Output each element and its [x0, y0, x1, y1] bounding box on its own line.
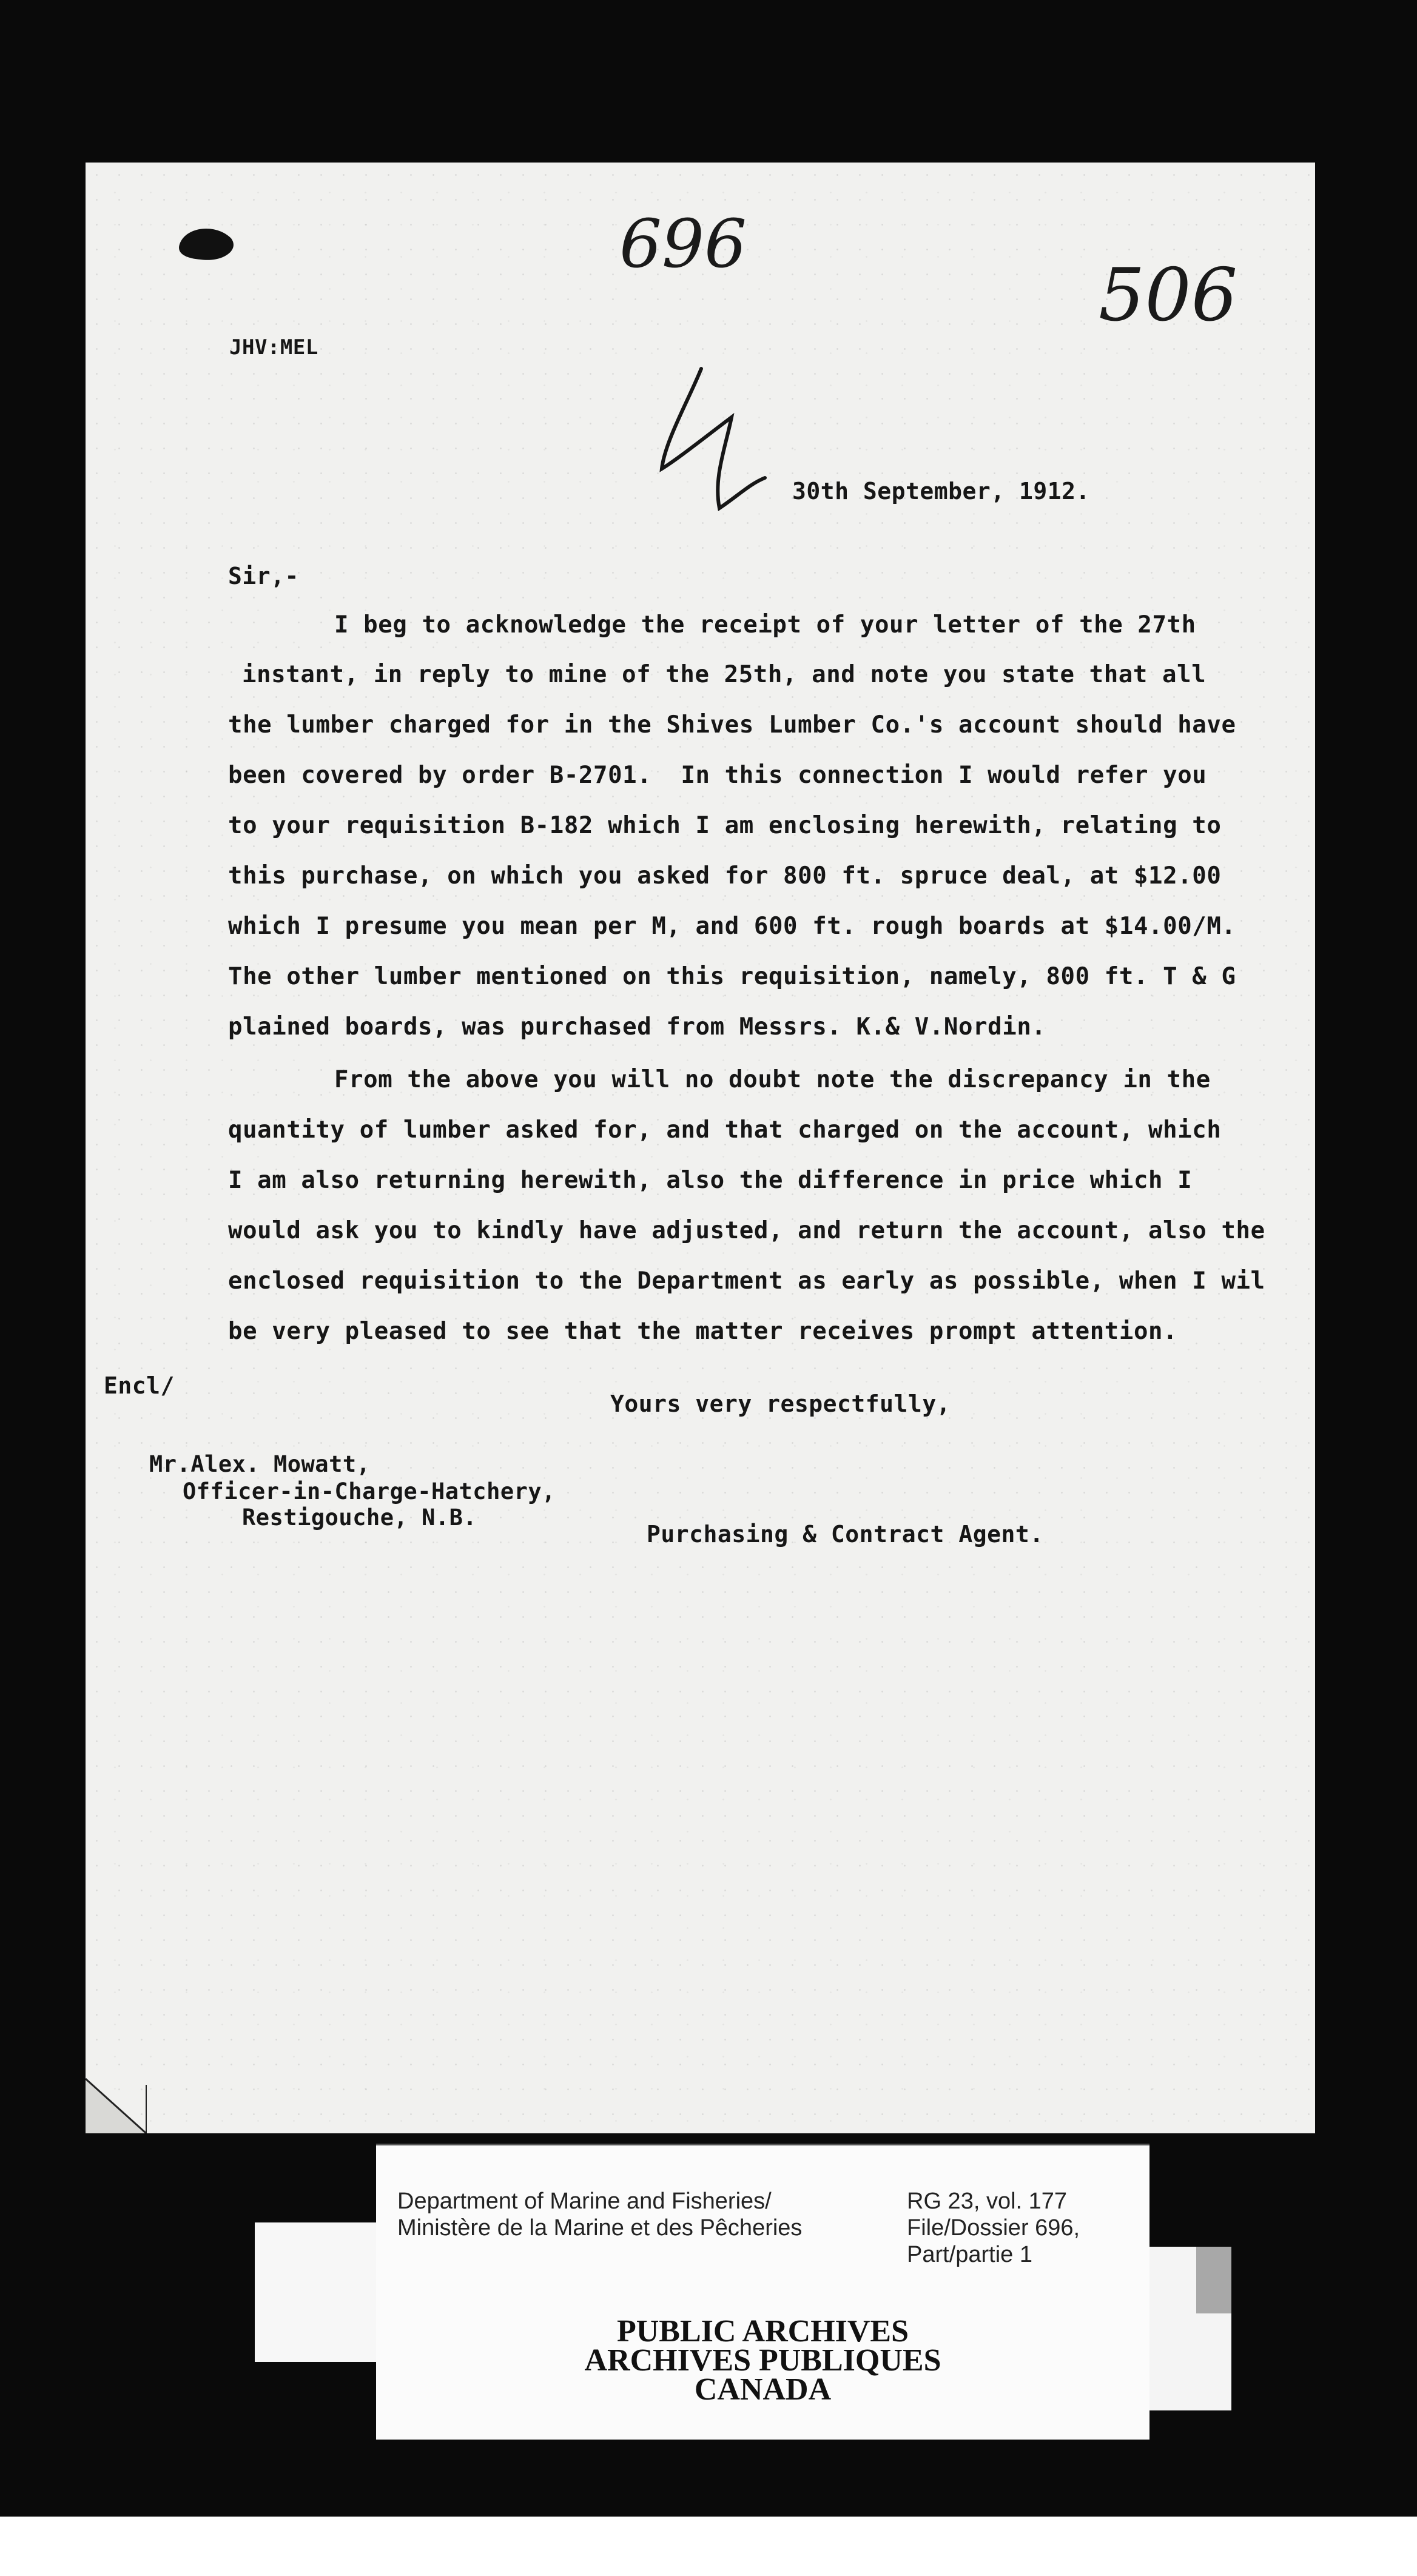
- body-line: would ask you to kindly have adjusted, and return the account, also the: [228, 1217, 1265, 1244]
- recipient-place: Restigouche, N.B.: [242, 1504, 477, 1531]
- body-line: enclosed requisition to the Department as early as possible, when I wil: [228, 1267, 1265, 1295]
- letter-page: [86, 163, 1315, 2133]
- punch-hole-mark: [173, 223, 240, 266]
- handwritten-page-number: 506: [1099, 253, 1238, 338]
- folded-corner: [86, 2067, 158, 2133]
- enclosure-note: Encl/: [104, 1372, 175, 1399]
- handwritten-initial-mark: [653, 363, 768, 520]
- complimentary-closing: Yours very respectfully,: [610, 1390, 951, 1417]
- body-line: which I presume you mean per M, and 600 ft. rough boards at $14.00/M.: [228, 913, 1236, 940]
- body-line: the lumber charged for in the Shives Lumber Co.'s account should have: [228, 711, 1236, 739]
- file-dossier-ref: File/Dossier 696,: [907, 2215, 1080, 2241]
- stamp-line-french: ARCHIVES PUBLIQUES: [584, 2343, 941, 2378]
- body-line: plained boards, was purchased from Messrs. K.& V.Nordin.: [228, 1013, 1046, 1041]
- smudge-mark: [1196, 2247, 1231, 2313]
- recipient-title: Officer-in-Charge-Hatchery,: [183, 1478, 556, 1504]
- body-line: From the above you will no doubt note the discrepancy in the: [334, 1066, 1211, 1093]
- record-group-ref: RG 23, vol. 177: [907, 2189, 1068, 2214]
- body-line: I am also returning herewith, also the difference in price which I: [228, 1167, 1193, 1194]
- body-line: been covered by order B-2701. In this connection I would refer you: [228, 762, 1207, 789]
- stamp-line-english: PUBLIC ARCHIVES: [616, 2314, 909, 2349]
- body-line: be very pleased to see that the matter receives prompt attention.: [228, 1318, 1178, 1345]
- handwritten-file-number: 696: [619, 205, 747, 283]
- body-line: this purchase, on which you asked for 800 ft. spruce deal, at $12.00: [228, 862, 1222, 890]
- body-line: The other lumber mentioned on this requisition, namely, 800 ft. T & G: [228, 963, 1236, 990]
- signature-title: Purchasing & Contract Agent.: [647, 1521, 1044, 1548]
- body-line: quantity of lumber asked for, and that charged on the account, which: [228, 1116, 1222, 1144]
- body-line: instant, in reply to mine of the 25th, and note you state that all: [242, 661, 1207, 688]
- part-ref: Part/partie 1: [907, 2242, 1032, 2267]
- stamp-line-country: CANADA: [694, 2372, 832, 2407]
- department-english: Department of Marine and Fisheries/: [397, 2189, 772, 2214]
- body-line: to your requisition B-182 which I am enclosing herewith, relating to: [228, 812, 1222, 839]
- body-line: I beg to acknowledge the receipt of your letter of the 27th: [334, 611, 1196, 639]
- bottom-margin: [0, 2517, 1417, 2576]
- label-left-tab: [255, 2222, 382, 2362]
- department-french: Ministère de la Marine et des Pêcheries: [397, 2215, 803, 2241]
- archive-label: [376, 2144, 1149, 2440]
- salutation: Sir,-: [228, 563, 299, 589]
- reference-initials: JHV:MEL: [229, 335, 318, 360]
- recipient-name: Mr.Alex. Mowatt,: [149, 1451, 371, 1477]
- letter-date: 30th September, 1912.: [792, 478, 1090, 505]
- label-right-tab: [1146, 2247, 1231, 2410]
